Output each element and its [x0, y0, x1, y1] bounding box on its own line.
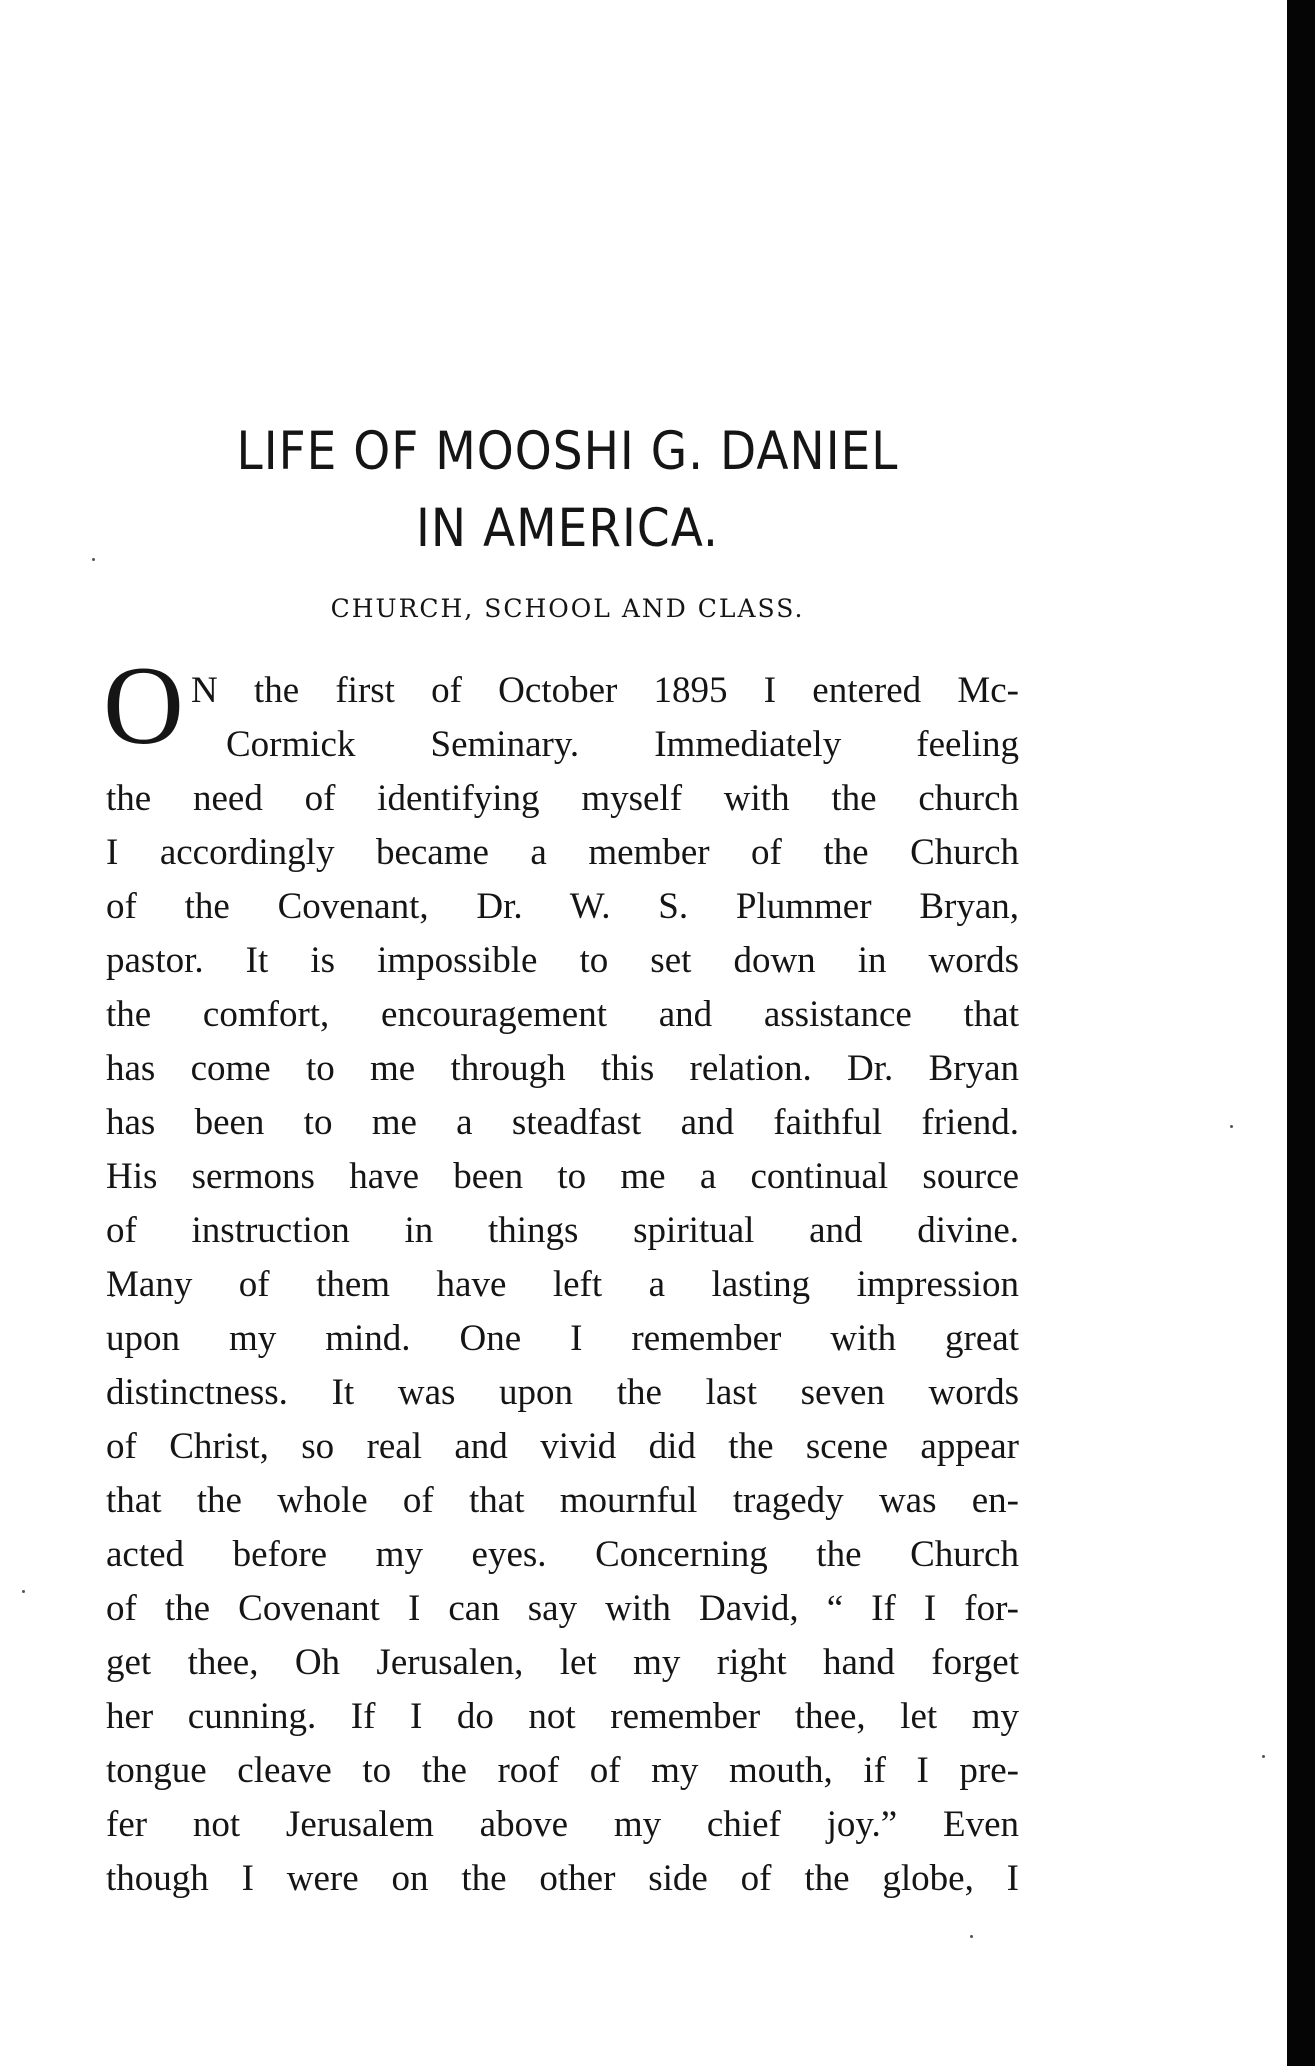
text-line-5: of the Covenant, Dr. W. S. Plummer Bryan, — [106, 886, 1019, 927]
text-line-1: N the first of October 1895 I entered Mc- — [191, 670, 1019, 711]
text-line-13: upon my mind. One I remember with great — [106, 1318, 1019, 1359]
text-line-4: I accordingly became a member of the Church — [106, 832, 1019, 873]
text-line-11: of instruction in things spiritual and divine. — [106, 1210, 1019, 1251]
text-line-21: tongue cleave to the roof of my mouth, if I pre- — [106, 1750, 1019, 1791]
scan-speck — [970, 1935, 973, 1938]
text-line-18: of the Covenant I can say with David, “ If I for- — [106, 1588, 1019, 1629]
text-line-7: the comfort, encouragement and assistance that — [106, 994, 1019, 1035]
text-line-22: fer not Jerusalem above my chief joy.” Even — [106, 1804, 1019, 1845]
scan-speck — [92, 558, 95, 561]
text-line-8: has come to me through this relation. Dr. Bryan — [106, 1048, 1019, 1089]
drop-cap: O — [103, 644, 184, 768]
text-line-9: has been to me a steadfast and faithful friend. — [106, 1102, 1019, 1143]
text-line-10: His sermons have been to me a continual source — [106, 1156, 1019, 1197]
text-line-17: acted before my eyes. Concerning the Church — [106, 1534, 1019, 1575]
section-subtitle: CHURCH, SCHOOL AND CLASS. — [330, 594, 805, 623]
text-line-20: her cunning. If I do not remember thee, let my — [106, 1696, 1019, 1737]
chapter-title-line-2: IN AMERICA. — [416, 497, 719, 560]
scan-edge — [1287, 0, 1315, 2066]
text-line-15: of Christ, so real and vivid did the scene appear — [106, 1426, 1019, 1467]
scan-speck — [1230, 1125, 1233, 1128]
text-line-2: Cormick Seminary. Immediately feeling — [226, 724, 1019, 765]
text-line-19: get thee, Oh Jerusalen, let my right hand forget — [106, 1642, 1019, 1683]
text-line-16: that the whole of that mournful tragedy was en- — [106, 1480, 1019, 1521]
text-line-23: though I were on the other side of the globe, I — [106, 1858, 1019, 1899]
scan-speck — [22, 1590, 25, 1593]
text-line-14: distinctness. It was upon the last seven words — [106, 1372, 1019, 1413]
scan-speck — [1262, 1755, 1265, 1758]
text-line-3: the need of identifying myself with the church — [106, 778, 1019, 819]
chapter-title-line-1: LIFE OF MOOSHI G. DANIEL — [236, 420, 899, 483]
text-line-12: Many of them have left a lasting impression — [106, 1264, 1019, 1305]
text-line-6: pastor. It is impossible to set down in words — [106, 940, 1019, 981]
